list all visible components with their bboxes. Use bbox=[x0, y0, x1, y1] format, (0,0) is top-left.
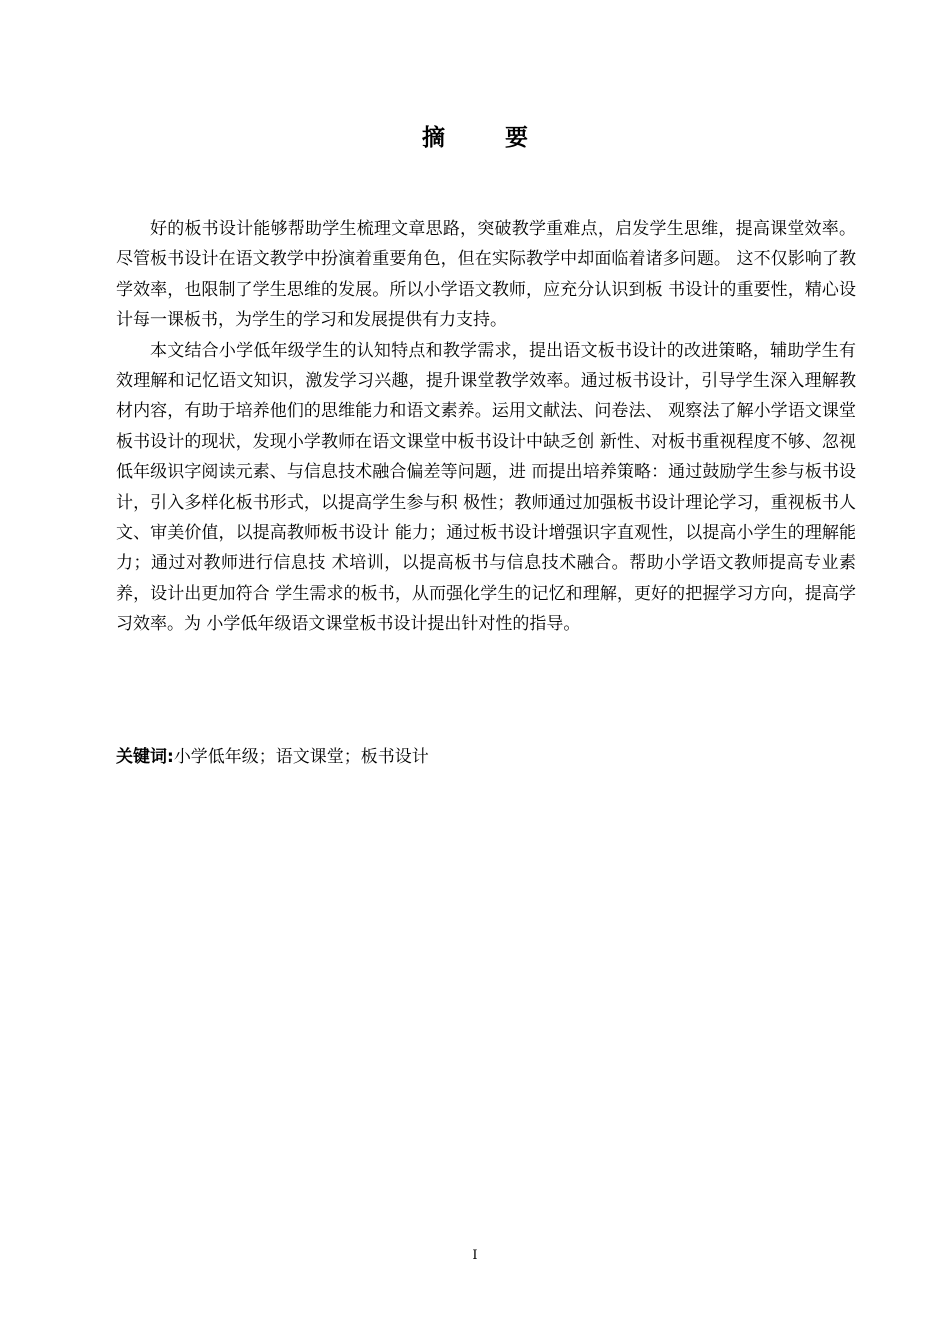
keywords-value: 小学低年级；语文课堂；板书设计 bbox=[173, 747, 429, 767]
page-number: I bbox=[472, 1248, 478, 1263]
keywords-label: 关键词: bbox=[116, 747, 174, 767]
abstract-title: 摘 要 bbox=[421, 125, 554, 151]
abstract-body bbox=[116, 214, 856, 640]
abstract-paragraph-1: 好的板书设计能够帮助学生梳理文章思路，突破教学重难点，启发学生思维，提高课堂效率。尽管板书设计在语文教学中扮演着重要角色，但在实际教学中却面临着诸多问题。 这不仅影响了教学效率，也限制了学生思维的发展。所以小学语文教师，应充分认识到板 书设计的重要性，精心设计每一课板书，为学生的学习和发展提供有力支持。 bbox=[116, 219, 856, 331]
keywords-line bbox=[116, 742, 856, 772]
abstract-paragraph-2: 本文结合小学低年级学生的认知特点和教学需求，提出语文板书设计的改进策略，辅助学生有效理解和记忆语文知识，激发学习兴趣，提升课堂教学效率。通过板书设计，引导学生深入理解教材内容，有助于培养他们的思维能力和语文素养。运用文献法、问卷法、 观察法了解小学语文课堂板书设计的现状，发现小学教师在语文课堂中板书设计中缺乏创 新性、对板书重视程度不够、忽视低年级识字阅读元素、与信息技术融合偏差等问题，进 而提出培养策略：通过鼓励学生参与板书设计，引入多样化板书形式，以提高学生参与积 极性；教师通过加强板书设计理论学习，重视板书人文、审美价值，以提高教师板书设计 能力；通过板书设计增强识字直观性，以提高小学生的理解能力；通过对教师进行信息技 术培训，以提高板书与信息技术融合。帮助小学语文教师提高专业素养，设计出更加符合 学生需求的板书，从而强化学生的记忆和理解，更好的把握学习方向，提高学习效率。为 小学低年级语文课堂板书设计提出针对性的指导。 bbox=[116, 340, 856, 635]
